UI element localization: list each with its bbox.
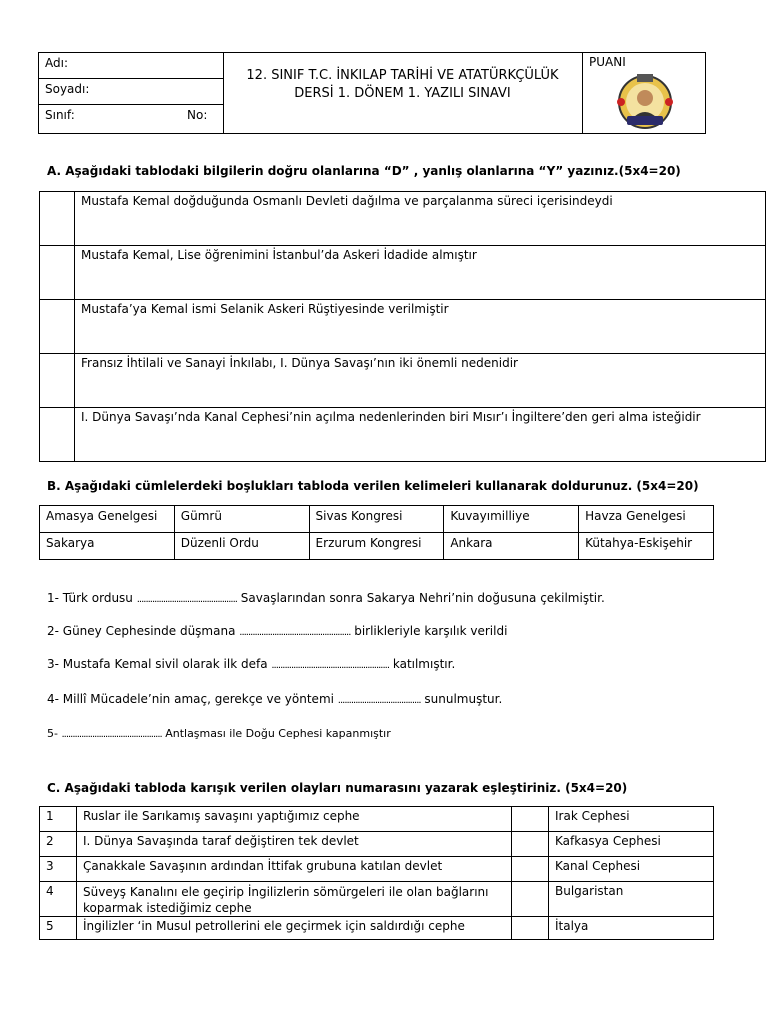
- word-cell: Ankara: [444, 533, 579, 560]
- word-cell: Sakarya: [40, 533, 175, 560]
- section-a-title: A. Aşağıdaki tablodaki bilgilerin doğru olanlarına “D” , yanlış olanlarına “Y” yazınız.(5x4=20): [47, 164, 681, 178]
- name-field[interactable]: [39, 53, 223, 79]
- event-cell: Çanakkale Savaşının ardından İttifak grubuna katılan devlet: [77, 857, 512, 882]
- event-number: 4: [40, 882, 77, 917]
- score-box[interactable]: [583, 53, 705, 133]
- blank-field[interactable]: ..............................................: [61, 729, 162, 740]
- fill-sentence: 4- Millî Mücadele’nin amaç, gerekçe ve yöntemi ...................................... sunulmuştur.: [47, 692, 503, 706]
- word-cell: Havza Genelgesi: [579, 506, 714, 533]
- table-row: [40, 354, 766, 408]
- fill-sentence: 5- .............................................. Antlaşması ile Doğu Cephesi kapanmıştır: [47, 727, 391, 740]
- event-cell: Süveyş Kanalını ele geçirip İngilizlerin sömürgeleri ile olan bağlarını koparmak istediğimiz cephe: [77, 882, 512, 917]
- answer-cell[interactable]: [40, 300, 75, 354]
- exam-title-line2: DERSİ 1. DÖNEM 1. YAZILI SINAVI: [294, 86, 511, 101]
- section-b-title: B. Aşağıdaki cümlelerdeki boşlukları tabloda verilen kelimeleri kullanarak doldurunuz. (5x4=20): [47, 479, 699, 493]
- table-row: [40, 857, 714, 882]
- score-label: PUANI: [589, 55, 626, 69]
- student-info-box: [39, 53, 224, 133]
- match-option: Kanal Cephesi: [549, 857, 714, 882]
- class-label: Sınıf:: [45, 108, 75, 122]
- answer-cell[interactable]: [40, 408, 75, 462]
- answer-cell[interactable]: [40, 192, 75, 246]
- match-answer-cell[interactable]: [512, 807, 549, 832]
- answer-cell[interactable]: [40, 354, 75, 408]
- match-option: Irak Cephesi: [549, 807, 714, 832]
- table-row: [40, 192, 766, 246]
- table-row: [40, 506, 714, 533]
- word-cell: Gümrü: [174, 506, 309, 533]
- table-row: [40, 807, 714, 832]
- statement-cell: Mustafa’ya Kemal ismi Selanik Askeri Rüştiyesinde verilmiştir: [75, 300, 766, 354]
- surname-label: Soyadı:: [45, 82, 90, 96]
- event-number: 2: [40, 832, 77, 857]
- match-option: Kafkasya Cephesi: [549, 832, 714, 857]
- fill-sentence: 3- Mustafa Kemal sivil olarak ilk defa ...................................................... katılmıştır.: [47, 657, 456, 671]
- blank-field[interactable]: ......................................................: [271, 660, 390, 671]
- match-answer-cell[interactable]: [512, 857, 549, 882]
- matching-table: [39, 806, 714, 940]
- no-label: No:: [187, 108, 208, 122]
- event-number: 1: [40, 807, 77, 832]
- name-label: Adı:: [45, 56, 68, 70]
- table-row: [40, 882, 714, 917]
- section-c-title: C. Aşağıdaki tabloda karışık verilen olayları numarasını yazarak eşleştiriniz. (5x4=20): [47, 781, 628, 795]
- event-cell: Ruslar ile Sarıkamış savaşını yaptığımız cephe: [77, 807, 512, 832]
- exam-header: [38, 52, 706, 134]
- statement-cell: Mustafa Kemal doğduğunda Osmanlı Devleti dağılma ve parçalanma süreci içerisindeydi: [75, 192, 766, 246]
- fill-sentence: 1- Türk ordusu .............................................. Savaşlarından sonra Sakarya Nehri’nin doğusuna çekilmiştir.: [47, 591, 605, 605]
- match-answer-cell[interactable]: [512, 832, 549, 857]
- statement-cell: I. Dünya Savaşı’nda Kanal Cephesi’nin açılma nedenlerinden biri Mısır’ı İngiltere’den geri alma isteğidir: [75, 408, 766, 462]
- word-cell: Sivas Kongresi: [309, 506, 444, 533]
- statement-cell: Mustafa Kemal, Lise öğrenimini İstanbul’da Askeri İdadide almıştır: [75, 246, 766, 300]
- event-number: 5: [40, 917, 77, 940]
- table-row: [40, 832, 714, 857]
- exam-title-line1: 12. SINIF T.C. İNKILAP TARİHİ VE ATATÜRKÇÜLÜK: [246, 68, 559, 83]
- word-cell: Erzurum Kongresi: [309, 533, 444, 560]
- table-row: [40, 408, 766, 462]
- table-row: [40, 533, 714, 560]
- statement-cell: Fransız İhtilali ve Sanayi İnkılabı, I. Dünya Savaşı’nın iki önemli nedenidir: [75, 354, 766, 408]
- teacher-logo: [615, 70, 675, 130]
- class-no-field[interactable]: [39, 105, 223, 131]
- event-cell: İngilizler ‘in Musul petrollerini ele geçirmek için saldırdığı cephe: [77, 917, 512, 940]
- word-bank-table: [39, 505, 714, 560]
- table-row: [40, 300, 766, 354]
- word-cell: Kütahya-Eskişehir: [579, 533, 714, 560]
- match-answer-cell[interactable]: [512, 882, 549, 917]
- section-a-table: [39, 191, 766, 462]
- match-answer-cell[interactable]: [512, 917, 549, 940]
- answer-cell[interactable]: [40, 246, 75, 300]
- blank-field[interactable]: ...................................................: [239, 627, 351, 638]
- exam-title: [223, 53, 583, 133]
- word-cell: Amasya Genelgesi: [40, 506, 175, 533]
- surname-field[interactable]: [39, 79, 223, 105]
- word-cell: Düzenli Ordu: [174, 533, 309, 560]
- fill-sentence: 2- Güney Cephesinde düşmana ................................................... birlikleriyle karşılık verildi: [47, 624, 508, 638]
- blank-field[interactable]: ......................................: [337, 695, 421, 706]
- word-cell: Kuvayımilliye: [444, 506, 579, 533]
- match-option: İtalya: [549, 917, 714, 940]
- table-row: [40, 917, 714, 940]
- blank-field[interactable]: ..............................................: [136, 594, 237, 605]
- event-number: 3: [40, 857, 77, 882]
- match-option: Bulgaristan: [549, 882, 714, 917]
- table-row: [40, 246, 766, 300]
- event-cell: I. Dünya Savaşında taraf değiştiren tek devlet: [77, 832, 512, 857]
